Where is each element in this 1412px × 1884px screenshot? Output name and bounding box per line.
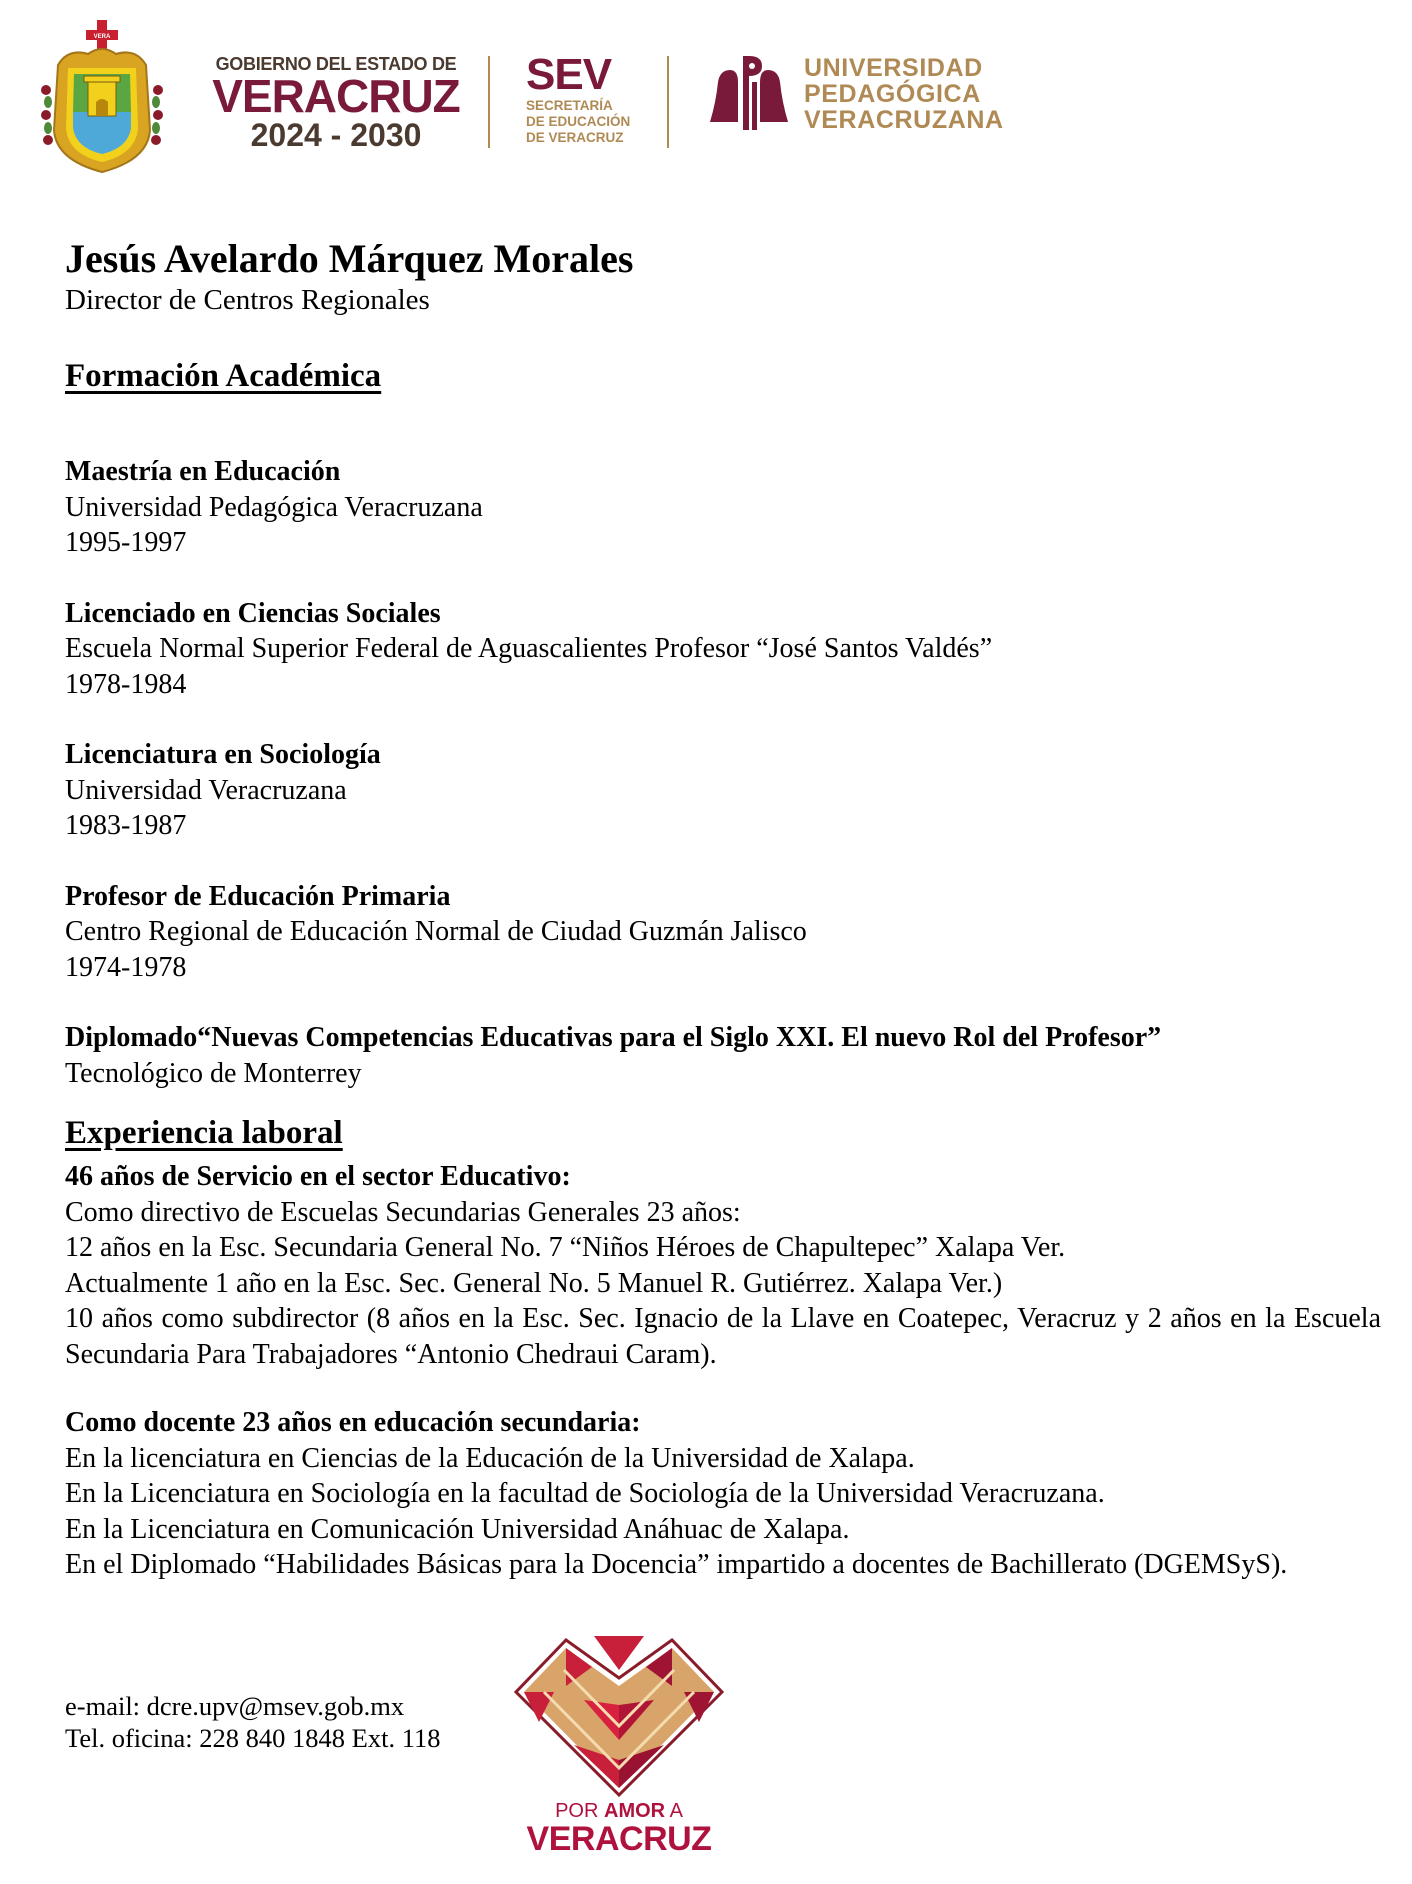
sev-line2: DE EDUCACIÓN — [526, 114, 631, 129]
divider — [667, 56, 669, 148]
service-line: Actualmente 1 año en la Esc. Sec. General No. 5 Manuel R. Gutiérrez. Xalapa Ver.) — [65, 1267, 1003, 1299]
upv-line2: PEDAGÓGICA — [804, 80, 981, 108]
upv-emblem-logo — [706, 52, 792, 132]
divider — [488, 56, 490, 148]
years: 1983-1987 — [65, 810, 187, 841]
degree: Maestría en Educación — [65, 456, 341, 487]
education-entry — [65, 1020, 1381, 1091]
years: 1974-1978 — [65, 951, 187, 983]
slogan-veracruz: VERACRUZ — [526, 1820, 712, 1858]
institution: Universidad Veracruzana — [65, 774, 347, 806]
institution: Escuela Normal Superior Federal de Aguascalientes Profesor “José Santos Valdés” — [65, 633, 993, 664]
sev-line1: SECRETARÍA — [526, 98, 613, 113]
section-title-experience: Experiencia laboral — [65, 1115, 343, 1151]
institution: Centro Regional de Educación Normal de Ciudad Guzmán Jalisco — [65, 916, 807, 947]
service-heading: 46 años de Servicio en el sector Educativo: — [65, 1161, 571, 1192]
degree: Profesor de Educación Primaria — [65, 880, 451, 912]
service-line: 12 años en la Esc. Secundaria General No. 7 “Niños Héroes de Chapultepec” Xalapa Ver. — [65, 1232, 1066, 1263]
por-amor-a-veracruz-text — [514, 1800, 724, 1856]
person-name: Jesús Avelardo Márquez Morales — [65, 236, 634, 281]
veracruz-coat-of-arms-logo — [38, 20, 166, 180]
coat-label: VERA — [93, 34, 111, 40]
cv-content — [65, 236, 1381, 1583]
person-role: Director de Centros Regionales — [65, 284, 430, 316]
state-government-logo — [196, 54, 476, 152]
slogan-bold: AMOR — [604, 1800, 666, 1822]
upv-logo-text — [804, 55, 1004, 133]
gov-line1: GOBIERNO DEL ESTADO DE — [215, 54, 457, 74]
degree: Licenciado en Ciencias Sociales — [65, 597, 441, 629]
office-phone: Tel. oficina: 228 840 1848 Ext. 118 — [65, 1723, 441, 1753]
education-entry — [65, 596, 1381, 703]
upv-line1: UNIVERSIDAD — [804, 54, 983, 82]
sev-logo — [526, 52, 630, 146]
years: 1995-1997 — [65, 527, 187, 558]
education-entry — [65, 454, 1381, 561]
teaching-heading: Como docente 23 años en educación secundaria: — [65, 1407, 641, 1438]
institution: Universidad Pedagógica Veracruzana — [65, 491, 483, 523]
education-entry — [65, 737, 1381, 844]
degree: Diplomado“Nuevas Competencias Educativas para el Siglo XXI. El nuevo Rol del Profesor” — [65, 1022, 1162, 1053]
education-entry — [65, 879, 1381, 986]
gov-line3: 2024 - 2030 — [250, 117, 422, 153]
email[interactable]: e-mail: dcre.upv@msev.gob.mx — [65, 1691, 405, 1721]
section-title-education: Formación Académica — [65, 358, 382, 394]
slogan-pre: POR — [555, 1800, 604, 1822]
institution: Tecnológico de Monterrey — [65, 1057, 362, 1089]
teaching-line: En la licenciatura en Ciencias de la Educación de la Universidad de Xalapa. — [65, 1442, 915, 1474]
service-line: 10 años como subdirector (8 años en la Esc. Sec. Ignacio de la Llave en Coatepec, Veracruz y 2 años en la Escuela Secundaria Para Trabajadores “Antonio Chedraui Caram). — [65, 1303, 1381, 1370]
teaching-line: En el Diplomado “Habilidades Básicas para la Docencia” impartido a docentes de Bachillerato (DGEMSyS). — [65, 1549, 1288, 1580]
teaching-line: En la Licenciatura en Sociología en la facultad de Sociología de la Universidad Veracruzana. — [65, 1478, 1105, 1509]
teaching-line: En la Licenciatura en Comunicación Universidad Anáhuac de Xalapa. — [65, 1513, 850, 1545]
sev-acronym: SEV — [526, 50, 612, 99]
years: 1978-1984 — [65, 668, 187, 700]
service-line: Como directivo de Escuelas Secundarias Generales 23 años: — [65, 1196, 741, 1228]
sev-line3: DE VERACRUZ — [526, 130, 624, 145]
contact-info — [65, 1690, 440, 1754]
slogan-post: A — [665, 1800, 683, 1822]
upv-line3: VERACRUZANA — [804, 106, 1004, 134]
heart-diamond-icon — [514, 1630, 724, 1800]
degree: Licenciatura en Sociología — [65, 739, 381, 770]
gov-line2: VERACRUZ — [212, 70, 460, 122]
letterhead — [0, 0, 1412, 190]
